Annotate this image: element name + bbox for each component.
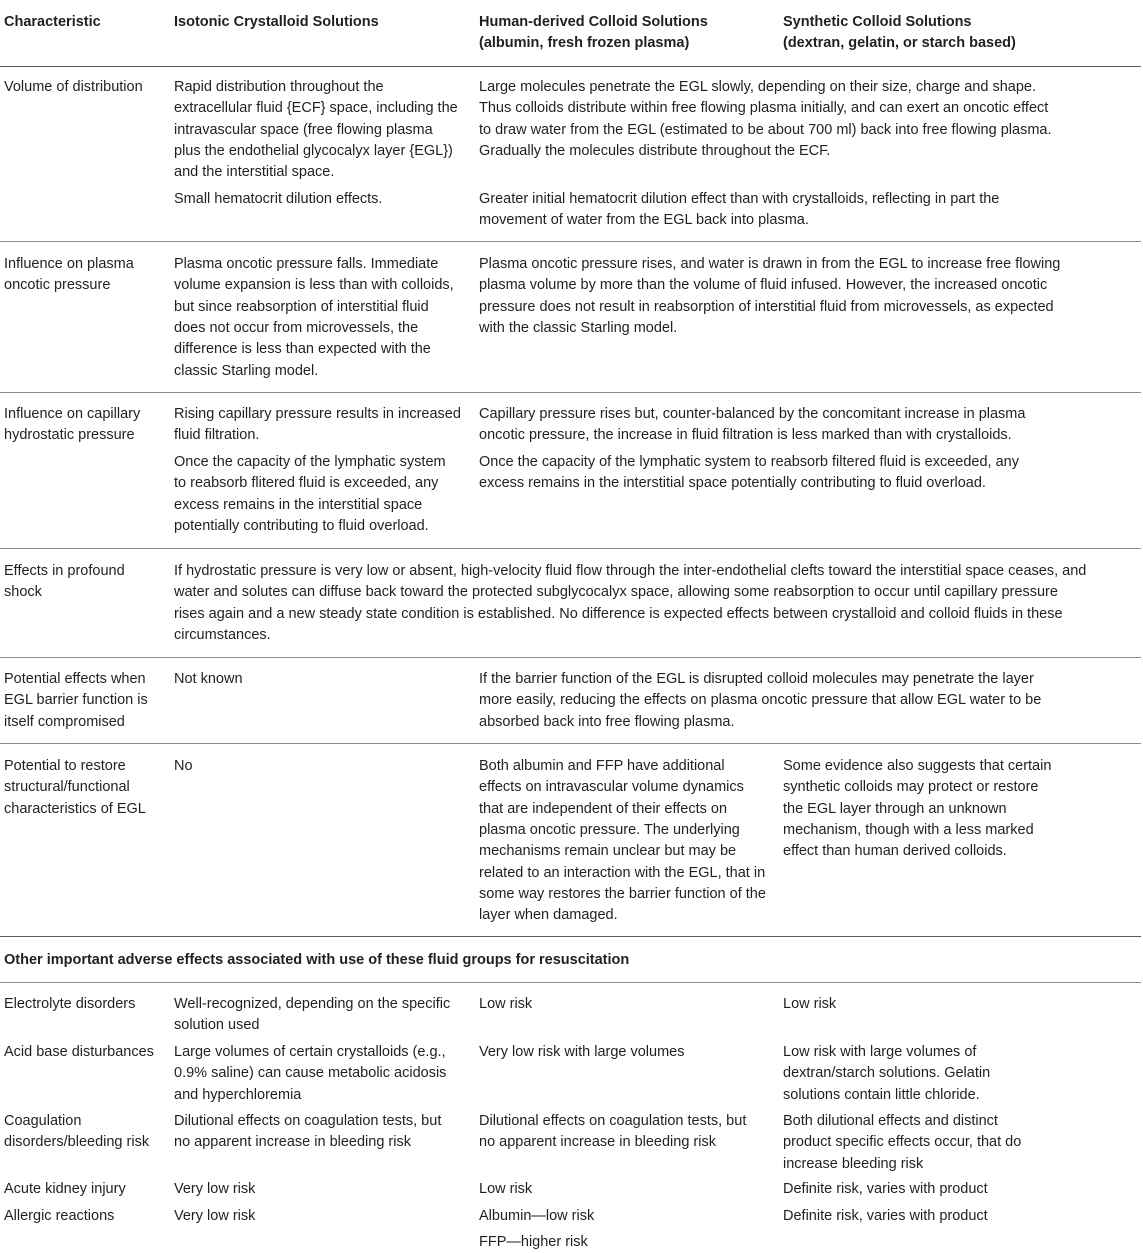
cell-line: plasma volume by more than the volume of fluid infused. However, the increased oncotic — [479, 277, 1048, 294]
cell-line: rises again and a new steady state condition is established. No difference is expected effects between crystalloid and colloid fluids in these — [174, 605, 1063, 622]
header-crystalloid: Isotonic Crystalloid Solutions — [174, 14, 379, 30]
cell-line: no apparent increase in bleeding risk — [174, 1134, 411, 1151]
cell-line: 0.9% saline) can cause metabolic acidosis — [174, 1065, 447, 1082]
cell-line: some way restores the barrier function of the — [479, 885, 766, 902]
cell-line: FFP—higher risk — [479, 1234, 588, 1250]
row-divider — [0, 241, 1141, 242]
header-synthetic-colloid-sub: (dextran, gelatin, or starch based) — [783, 35, 1016, 51]
cell-line: does not occur from microvessels, the — [174, 319, 419, 336]
cell-line: more easily, reducing the effects on plasma oncotic pressure that allow EGL water to be — [479, 692, 1042, 709]
cell-line: Plasma oncotic pressure rises, and water is drawn in from the EGL to increase free flowing — [479, 256, 1061, 272]
cell-line: solutions contain little chloride. — [783, 1086, 980, 1103]
cell-line: extracellular fluid {ECF} space, including the — [174, 100, 458, 117]
cell-line: Potential to restore — [4, 758, 126, 774]
cell-line: Not known — [174, 671, 243, 687]
cell-line: shock — [4, 584, 42, 601]
cell-line: intravascular space (free flowing plasma — [174, 121, 433, 138]
cell-line: Coagulation — [4, 1113, 82, 1129]
adverse-section-title: Other important adverse effects associated with use of these fluid groups for resuscitation — [4, 952, 630, 968]
header-characteristic: Characteristic — [4, 14, 101, 30]
cell-line: pressure does not result in reabsorption of interstitial fluid from microvessels, as expected — [479, 298, 1054, 315]
cell-line: No — [174, 758, 193, 774]
cell-line: solution used — [174, 1017, 260, 1034]
cell-line: with the classic Starling model. — [479, 319, 678, 336]
cell-line: Some evidence also suggests that certain — [783, 758, 1052, 774]
cell-line: Very low risk with large volumes — [479, 1044, 685, 1060]
cell-line: plus the endothelial glycocalyx layer {EGL}) — [174, 142, 453, 159]
cell-line: oncotic pressure — [4, 277, 111, 294]
cell-line: effects on intravascular volume dynamics — [479, 779, 744, 796]
cell-line: Electrolyte disorders — [4, 996, 136, 1012]
cell-line: Potential effects when — [4, 671, 146, 687]
cell-line: structural/functional — [4, 779, 130, 796]
cell-line: Acid base disturbances — [4, 1044, 154, 1060]
cell-line: volume expansion is less than with colloids, — [174, 277, 454, 294]
cell-line: water and solutes can diffuse back toward the protected subglycocalyx space, allowing some reabsorption to occur until capillary pressure — [174, 584, 1058, 601]
cell-line: Both dilutional effects and distinct — [783, 1113, 998, 1129]
cell-line: plasma oncotic pressure. The underlying — [479, 821, 740, 838]
cell-line: Plasma oncotic pressure falls. Immediate — [174, 256, 439, 272]
cell-line: excess remains in the interstitial space — [174, 496, 423, 513]
cell-line: synthetic colloids may protect or restore — [783, 779, 1039, 796]
cell-line: to reabsorb flitered fluid is exceeded, any — [174, 475, 439, 492]
cell-line: effect than human derived colloids. — [783, 843, 1007, 860]
section-rule — [0, 936, 1141, 937]
cell-line: related to an interaction with the EGL, that in — [479, 864, 766, 881]
cell-line: Low risk — [479, 1181, 533, 1197]
row-divider — [0, 657, 1141, 658]
row-divider — [0, 392, 1141, 393]
cell-line: that are independent of their effects on — [479, 800, 728, 817]
cell-line: Gradually the molecules distribute throughout the ECF. — [479, 142, 831, 159]
cell-line: difference is less than expected with the — [174, 341, 431, 358]
cell-line: and hyperchloremia — [174, 1086, 302, 1103]
cell-line: Influence on capillary — [4, 406, 141, 422]
cell-line: If the barrier function of the EGL is disrupted colloid molecules may penetrate the layer — [479, 671, 1034, 687]
cell-line: Rising capillary pressure results in increased — [174, 406, 461, 422]
cell-line: characteristics of EGL — [4, 800, 146, 817]
header-rule — [0, 66, 1141, 67]
cell-line: Allergic reactions — [4, 1208, 115, 1224]
cell-line: Very low risk — [174, 1208, 256, 1224]
cell-line: Both albumin and FFP have additional — [479, 758, 725, 774]
cell-line: Volume of distribution — [4, 79, 143, 95]
cell-line: movement of water from the EGL back into plasma. — [479, 212, 809, 229]
cell-line: Acute kidney injury — [4, 1181, 126, 1197]
cell-line: mechanism, though with a less marked — [783, 821, 1034, 838]
cell-line: excess remains in the interstitial space potentially contributing to fluid overload. — [479, 475, 986, 492]
header-synthetic-colloid: Synthetic Colloid Solutions — [783, 14, 972, 30]
cell-line: Rapid distribution throughout the — [174, 79, 384, 95]
cell-line: absorbed back into free flowing plasma. — [479, 713, 735, 730]
cell-line: circumstances. — [174, 626, 271, 643]
cell-line: Effects in profound — [4, 563, 125, 579]
cell-line: layer when damaged. — [479, 907, 618, 924]
cell-line: Large volumes of certain crystalloids (e.g., — [174, 1044, 446, 1060]
cell-line: potentially contributing to fluid overload. — [174, 517, 429, 534]
cell-line: Very low risk — [174, 1181, 256, 1197]
cell-line: oncotic pressure, the increase in fluid filtration is less marked than with crystalloids. — [479, 427, 1012, 444]
cell-line: the EGL layer through an unknown — [783, 800, 1007, 817]
cell-line: product specific effects occur, that do — [783, 1134, 1022, 1151]
cell-line: Thus colloids distribute within free flowing plasma initially, and can exert an oncotic effect — [479, 100, 1049, 117]
cell-line: Greater initial hematocrit dilution effect than with crystalloids, reflecting in part the — [479, 191, 1000, 207]
row-divider — [0, 743, 1141, 744]
cell-line: and the interstitial space. — [174, 164, 335, 181]
cell-line: Small hematocrit dilution effects. — [174, 191, 383, 207]
header-human-colloid: Human-derived Colloid Solutions — [479, 14, 708, 30]
cell-line: increase bleeding risk — [783, 1155, 924, 1172]
cell-line: Large molecules penetrate the EGL slowly, depending on their size, charge and shape. — [479, 79, 1036, 95]
cell-line: Influence on plasma — [4, 256, 134, 272]
cell-line: Once the capacity of the lymphatic system — [174, 454, 446, 470]
cell-line: Low risk — [479, 996, 533, 1012]
cell-line: classic Starling model. — [174, 362, 319, 379]
cell-line: mechanisms remain unclear but may be — [479, 843, 737, 860]
cell-line: Definite risk, varies with product — [783, 1181, 988, 1197]
cell-line: itself compromised — [4, 713, 125, 730]
cell-line: Capillary pressure rises but, counter-balanced by the concomitant increase in plasma — [479, 406, 1026, 422]
cell-line: Low risk with large volumes of — [783, 1044, 977, 1060]
cell-line: If hydrostatic pressure is very low or absent, high-velocity fluid flow through the inter-endothelial clefts toward the interstitial space ceases, and — [174, 563, 1087, 579]
cell-line: Once the capacity of the lymphatic system to reabsorb filtered fluid is exceeded, any — [479, 454, 1019, 470]
cell-line: Dilutional effects on coagulation tests, but — [174, 1113, 442, 1129]
cell-line: to draw water from the EGL (estimated to be about 700 ml) back into free flowing plasma. — [479, 121, 1052, 138]
cell-line: Definite risk, varies with product — [783, 1208, 988, 1224]
cell-line: but since reabsorption of interstitial fluid — [174, 298, 429, 315]
header-human-colloid-sub: (albumin, fresh frozen plasma) — [479, 35, 690, 51]
cell-line: Dilutional effects on coagulation tests, but — [479, 1113, 747, 1129]
cell-line: disorders/bleeding risk — [4, 1134, 150, 1151]
cell-line: Albumin—low risk — [479, 1208, 595, 1224]
cell-line: no apparent increase in bleeding risk — [479, 1134, 716, 1151]
cell-line: fluid filtration. — [174, 427, 260, 444]
row-divider — [0, 548, 1141, 549]
cell-line: Well-recognized, depending on the specific — [174, 996, 451, 1012]
cell-line: Low risk — [783, 996, 837, 1012]
section-title-rule — [0, 982, 1141, 983]
cell-line: dextran/starch solutions. Gelatin — [783, 1065, 991, 1082]
cell-line: EGL barrier function is — [4, 692, 148, 709]
cell-line: hydrostatic pressure — [4, 427, 135, 444]
